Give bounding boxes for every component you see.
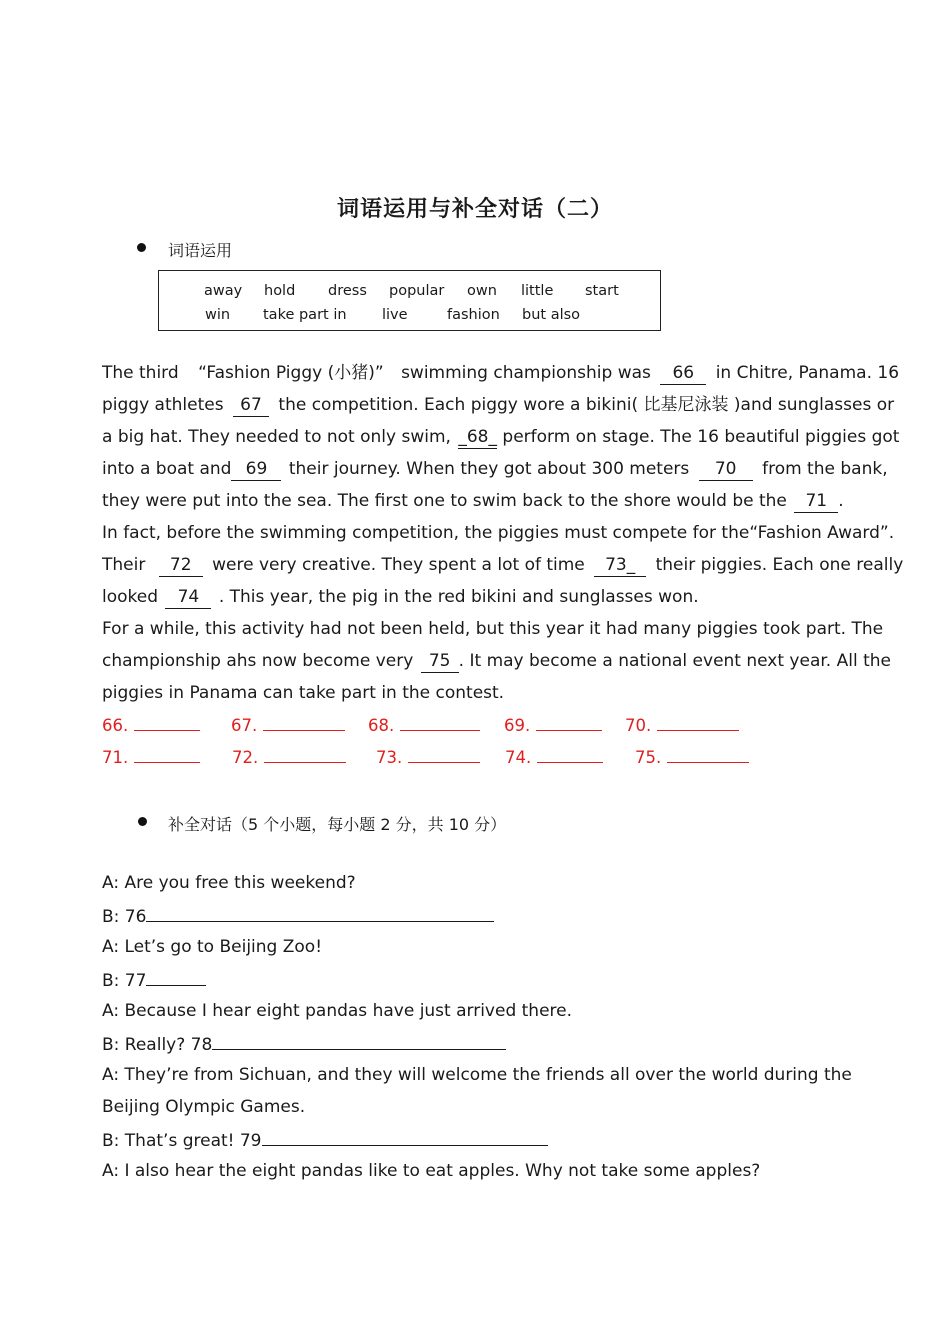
- passage-line: piggies in Panama can take part in the contest.: [102, 683, 505, 703]
- passage-line: looked 74 . This year, the pig in the red bikini and sunglasses won.: [102, 587, 699, 607]
- blank-71[interactable]: 71: [794, 490, 838, 513]
- word-bank-item: dress: [328, 283, 367, 299]
- word-bank-box: [158, 270, 661, 331]
- answer-line-70[interactable]: 70.: [625, 714, 739, 735]
- answer-line-67[interactable]: 67.: [231, 714, 345, 735]
- word-bank-item: popular: [389, 283, 445, 299]
- blank-66[interactable]: 66: [660, 362, 706, 385]
- blank-75[interactable]: 75: [421, 650, 459, 673]
- answer-line-68[interactable]: 68.: [368, 714, 480, 735]
- word-bank-item: hold: [264, 283, 296, 299]
- word-bank-item: own: [467, 283, 497, 299]
- dialogue-line: A: They’re from Sichuan, and they will welcome the friends all over the world during the: [102, 1065, 852, 1085]
- dialogue-line: A: Because I hear eight pandas have just arrived there.: [102, 1001, 573, 1021]
- blank-74[interactable]: 74: [165, 586, 211, 609]
- answer-line-74[interactable]: 74.: [505, 746, 603, 767]
- blank-67[interactable]: 67: [233, 394, 269, 417]
- passage-line: The third “Fashion Piggy (小猪)” swimming championship was 66 in Chitre, Panama. 16: [102, 363, 900, 383]
- blank-73[interactable]: 73_: [594, 554, 646, 577]
- dialogue-line-76[interactable]: B: 76: [102, 905, 494, 927]
- blank-72[interactable]: 72: [159, 554, 203, 577]
- answer-line-75[interactable]: 75.: [635, 746, 749, 767]
- dialogue-line: Beijing Olympic Games.: [102, 1097, 306, 1117]
- word-bank-item: but also: [522, 307, 581, 323]
- passage-line: championship ahs now become very 75 . It may become a national event next year. All the: [102, 651, 891, 671]
- section2-heading: 补全对话（5 个小题，每小题 2 分，共 10 分）: [168, 815, 507, 834]
- answer-line-71[interactable]: 71.: [102, 746, 200, 767]
- dialogue-line-79[interactable]: B: That’s great! 79: [102, 1129, 548, 1151]
- word-bank-item: little: [521, 283, 554, 299]
- dialogue-line-77[interactable]: B: 77: [102, 969, 206, 991]
- answer-line-73[interactable]: 73.: [376, 746, 480, 767]
- dialogue-line: A: Are you free this weekend?: [102, 873, 356, 893]
- word-bank-item: start: [585, 283, 619, 299]
- word-bank-item: take part in: [263, 307, 347, 323]
- passage-line: into a boat and 69 their journey. When they got about 300 meters 70 from the bank,: [102, 459, 888, 479]
- section1-heading: 词语运用: [168, 241, 233, 260]
- word-bank-item: live: [382, 307, 408, 323]
- word-bank-item: fashion: [447, 307, 500, 323]
- bullet-icon: [138, 817, 147, 826]
- passage-line: they were put into the sea. The first one to swim back to the shore would be the 71 .: [102, 491, 844, 511]
- passage-line: For a while, this activity had not been held, but this year it had many piggies took part. The: [102, 619, 884, 639]
- dialogue-line: A: I also hear the eight pandas like to eat apples. Why not take some apples?: [102, 1161, 761, 1181]
- bullet-icon: [137, 243, 146, 252]
- answer-line-69[interactable]: 69.: [504, 714, 602, 735]
- word-bank-item: win: [205, 307, 231, 323]
- answer-line-72[interactable]: 72.: [232, 746, 346, 767]
- dialogue-line: A: Let’s go to Beijing Zoo!: [102, 937, 323, 957]
- blank-68[interactable]: _68_: [458, 427, 497, 447]
- passage-line: In fact, before the swimming competition, the piggies must compete for the“Fashion Award”.: [102, 523, 895, 543]
- passage-line: piggy athletes 67 the competition. Each piggy wore a bikini( 比基尼泳装 )and sunglasses or: [102, 395, 895, 415]
- dialogue-line-78[interactable]: B: Really? 78: [102, 1033, 506, 1055]
- answer-line-66[interactable]: 66.: [102, 714, 200, 735]
- passage-line: Their 72 were very creative. They spent a lot of time 73_ their piggies. Each one really: [102, 555, 904, 575]
- word-bank-item: away: [204, 283, 243, 299]
- blank-70[interactable]: 70: [699, 458, 753, 481]
- page-title: 词语运用与补全对话（二）: [336, 197, 613, 222]
- blank-69[interactable]: 69: [231, 458, 281, 481]
- passage-line: a big hat. They needed to not only swim, _68_ perform on stage. The 16 beautiful piggies got: [102, 427, 900, 447]
